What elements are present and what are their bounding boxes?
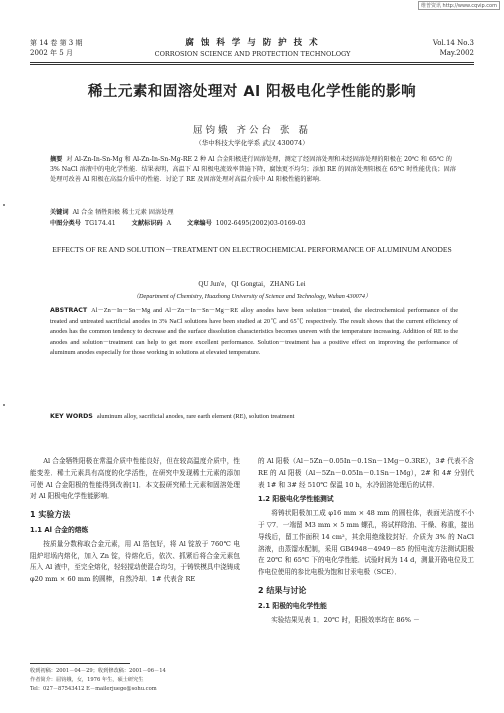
volume-en: Vol.14 No.3 [432,39,474,47]
keywords-cn-text: Al 合金 牺牲阳极 稀土元素 固溶处理 [72,209,174,216]
abstract-cn-text: 对 Al-Zn-In-Sn-Mg 和 Al-Zn-In-Sn-Mg-RE 2 种 Al 合金阳极进行固溶处理，测定了经固溶处理和未经固溶处理的阳极在 20℃ 和 65℃ 的 3% NaCl 溶液中的电化学性能．结果表明，高温下 Al 阳极电流效率普遍下降，腐蚀更不均匀；添加 RE 的固溶处理阳极在 65℃ 时性能优良；固溶处理可改善 Al 阳极在高温介质中的性能．讨论了 RE 及固溶处理对高温介质中 Al 阳极性能的影响． [50,156,456,184]
affiliation-cn: （华中科技大学化学系 武汉 430074） [195,139,309,147]
margin-mark [3,204,5,206]
abstract-en-label: ABSTRACT [50,307,88,314]
doc-code-label: 文献标识码 [131,220,163,227]
authors-cn: 屈钧娥 齐公台 张 磊 [192,125,312,136]
footnote-received: 收到初稿：2001－04－29；收到修改稿：2001－06－14 [30,668,166,674]
header-center [150,36,355,58]
clc-value: TG174.41 [84,220,116,227]
keywords-cn-label: 关键词 [50,209,69,216]
affiliation-en: （Department of Chemistry, Huazhong University of Science and Technology, Wuhan 430074） [132,293,372,300]
article-id-value: 1002-6495(2002)03-0169-03 [215,220,306,227]
date-cn: 2002 年 5 月 [30,49,73,57]
keywords-en-label: KEY WORDS [50,413,93,420]
clc-label: 中图分类号 [50,220,81,227]
keywords-en-text: aluminum alloy, sacrificial anodes, rare earth element (RE), solution treatment [96,413,295,420]
section-1-heading: 1 实验方法 [30,510,71,520]
margin-mark [3,404,5,406]
section-1-1-heading: 1.1 Al 合金的熔炼 [30,525,89,534]
journal-title-cn: 腐 蚀 科 学 与 防 护 技 术 [185,38,320,48]
abstract-cn-label: 摘要 [50,156,63,163]
keywords-cn [50,208,460,218]
volume-cn: 第 14 卷 第 3 期 [30,39,83,47]
journal-title-en: CORROSION SCIENCE AND PROTECTION TECHNOLOGY [154,50,351,58]
abstract-en [50,306,458,359]
paper-title-en: EFFECTS OF RE AND SOLUTION－TREATMENT ON ELECTROCHEMICAL PERFORMANCE OF ALUMINUM ANODES [52,245,452,254]
doc-code-value: A [166,220,172,227]
section-1-2-text: 将铸状阳极加工成 φ16 mm × 48 mm 的圆柱体，表面光洁度不小于 ▽7．一端留 M3 mm × 5 mm 螺孔，将试样除油、干燥、称重，接出导线后，留工作面积 14 cm²，其余用绝缘胶封好．介质为 3% 的 NaCl 溶液，由蒸馏水配制，采用 GB4948－4949－85 的恒电流方法测试阳极在 20℃ 和 65℃ 下的电化学性能．试验时间为 14 d，测量开路电位及工作电位使用的参比电极为饱和甘汞电极（SCE）． [258,509,474,577]
section-2-1-heading: 2.1 阳极的电化学性能 [258,601,327,610]
section-1-2-heading: 1.2 阳极电化学性能测试 [258,495,334,504]
article-id-label: 文章编号 [187,220,212,227]
intro-paragraph: Al 合金牺牲阳极在常温介质中性能良好，但在较高温度介质中，性能变差．稀土元素具有高度的化学活性，在研究中发现稀土元素的添加可使 Al 合金阳极的性能得到改善[1]．本文报研究稀土元素和固溶处理对 Al 阳极电化学性能影响． [30,457,240,501]
authors-en: QU Jun'e，QI Gongtai，ZHANG Lei [198,280,306,288]
body-left-column [30,456,240,586]
paper-title-cn: 稀土元素和固溶处理对 Al 阳极电化学性能的影响 [87,84,417,100]
classification-line [50,219,460,229]
abstract-en-text: Al－Zn－In－Sn－Mg and Al－Zn－In－Sn－Mg－RE alloy anodes have been solution－treated, the electrochemical performance of the treated and untreated sacrificial anodes in 3% NaCl solutions have been studied at 20℃ and 65℃ respectively. The result shows that the current efficiency of anodes has the common tendency to decrease and the surface dissolution characteristics becomes uneven with the temperature increasing. Addition of RE to the anodes and solution－treatment can help to get more excellent performance. Solution－treatment has a positive effect on improving the performance of aluminum anodes especially for those working in solutions at elevated temperature. [50,307,458,357]
section-2-1-text: 实验结果见表 1．20℃ 时，阳极效率均在 86% － [271,615,420,624]
header-left [30,38,83,58]
keywords-en [50,412,458,423]
header-rule [30,62,474,63]
header-rule-thin [30,64,474,65]
header-right [433,38,474,58]
watermark: 维普资讯 http://www.cqvip.com [418,1,500,10]
body-right-column [258,456,474,626]
section-2-heading: 2 结果与讨论 [258,585,307,595]
section-1-1-text: 按质量分数称取合金元素，用 Al 箔包好，将 Al 锭放于 760℃ 电阻炉坩埚内熔化，加入 Zn 锭，待熔化后，依次、抓紧后将合金元素包压入 Al 液中，至完全熔化，轻轻搅动使混合均匀，于铸铁模具中浇铸成 φ20 mm × 60 mm 的圆棒，自然冷却．1# 代表含 RE [30,539,240,584]
abstract-cn [50,155,460,186]
footnote-contact: Tel：027－87543412 E－mailerjuege@sohu.com [30,686,157,692]
right-paragraph-1: 的 Al 阳极（Al－5Zn－0.05In－0.1Sn－1Mg－0.3RE），3# 代表不含 RE 的 Al 阳极（Al－5Zn－0.05In－0.1Sn－1Mg），2# 和 4# 分别代表 1# 和 3# 经 510℃ 保温 10 h，水冷固溶处理后的试样． [258,457,474,489]
footnote-author: 作者简介：屈钧娥，女，1976 年生，硕士研究生 [30,677,144,683]
footnote [30,667,240,694]
date-en: May.2002 [439,49,474,57]
footnote-rule [30,663,130,664]
